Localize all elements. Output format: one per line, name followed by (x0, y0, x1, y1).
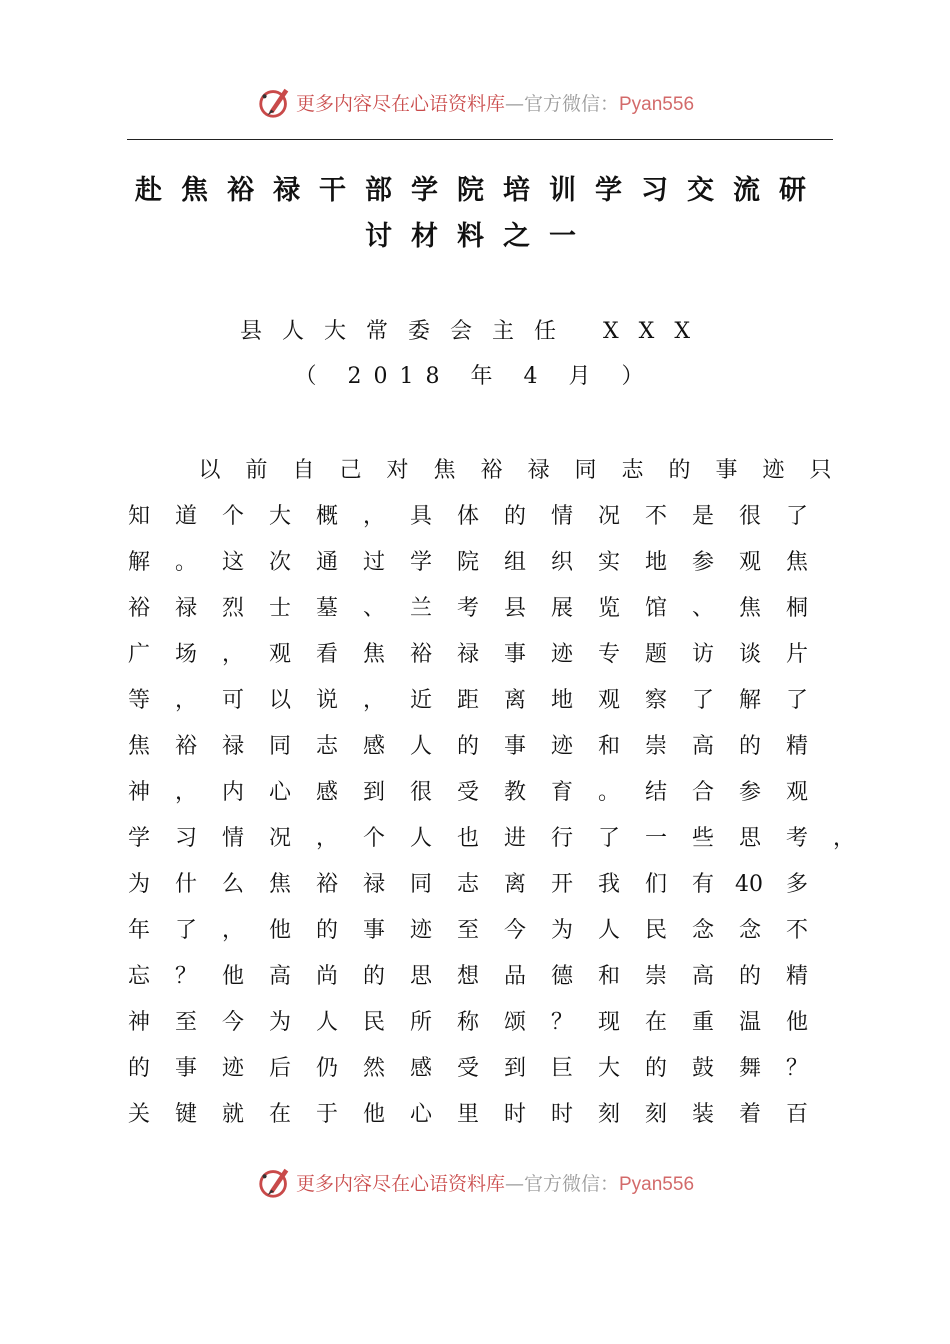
body-char: 访 (691, 642, 714, 667)
body-char: 事 (715, 458, 738, 483)
body-char: 时 (503, 1102, 526, 1127)
body-char: 的 (738, 734, 761, 759)
body-char: ， (832, 826, 855, 851)
body-char: 念 (738, 918, 761, 943)
body-char: 次 (268, 550, 291, 575)
body-char: 里 (456, 1102, 479, 1127)
body-char: 志 (456, 872, 479, 897)
body-char: 称 (456, 1010, 479, 1035)
body-char: 解 (127, 550, 150, 575)
body-char: 很 (409, 780, 432, 805)
body-char: 裕 (127, 596, 150, 621)
title-line-1: 赴焦裕禄干部学院培训学习交流研 (135, 175, 825, 206)
body-char: 行 (550, 826, 573, 851)
body-char: 为 (550, 918, 573, 943)
body-char: 百 (785, 1102, 808, 1127)
body-char: 通 (315, 550, 338, 575)
body-char: 德 (550, 964, 573, 989)
document-author: 县人大常委会主任 XXX (240, 319, 710, 344)
body-char: 专 (597, 642, 620, 667)
body-char: 感 (315, 780, 338, 805)
body-char: 温 (738, 1010, 761, 1035)
body-char: 40 (735, 872, 763, 897)
body-char: 观 (268, 642, 291, 667)
body-line (0, 908, 950, 954)
body-char: 现 (597, 1010, 620, 1035)
body-char: 对 (386, 458, 409, 483)
body-char: 了 (597, 826, 620, 851)
body-char: 可 (221, 688, 244, 713)
watermark-text (296, 89, 694, 116)
body-char: 焦 (268, 872, 291, 897)
body-char: 今 (221, 1010, 244, 1035)
body-char: 迹 (409, 918, 432, 943)
body-char: 高 (691, 734, 714, 759)
body-char: 织 (550, 550, 573, 575)
body-char: 今 (503, 918, 526, 943)
body-char: 是 (691, 504, 714, 529)
body-char: 事 (503, 734, 526, 759)
body-char: 什 (174, 872, 197, 897)
body-char: 他 (362, 1102, 385, 1127)
body-char: 县 (503, 596, 526, 621)
body-char: 况 (597, 504, 620, 529)
body-char: 不 (644, 504, 667, 529)
body-char: 迹 (221, 1056, 244, 1081)
body-char: 志 (621, 458, 644, 483)
body-char: 巨 (550, 1056, 573, 1081)
body-line (0, 540, 950, 586)
body-char: 馆 (644, 596, 667, 621)
body-char: 同 (409, 872, 432, 897)
body-char: 解 (738, 688, 761, 713)
body-char: 和 (597, 964, 620, 989)
body-char: 人 (409, 826, 432, 851)
body-char: 的 (362, 964, 385, 989)
body-char: 至 (174, 1010, 197, 1035)
body-char: 焦 (127, 734, 150, 759)
body-char: 在 (268, 1102, 291, 1127)
body-char: 所 (409, 1010, 432, 1035)
body-char: 高 (691, 964, 714, 989)
body-line (0, 724, 950, 770)
body-char: 距 (456, 688, 479, 713)
body-char: 键 (174, 1102, 197, 1127)
body-char: 情 (221, 826, 244, 851)
body-char: 焦 (433, 458, 456, 483)
body-char: 的 (738, 964, 761, 989)
document-title (127, 168, 833, 260)
body-char: 开 (550, 872, 573, 897)
body-char: 裕 (315, 872, 338, 897)
body-char: 育 (550, 780, 573, 805)
body-char: 大 (597, 1056, 620, 1081)
body-char: 场 (174, 642, 197, 667)
body-line (0, 494, 950, 540)
body-char: 装 (691, 1102, 714, 1127)
body-char: 况 (268, 826, 291, 851)
body-char: 学 (127, 826, 150, 851)
body-char: ， (315, 826, 338, 851)
body-char: 年 (127, 918, 150, 943)
body-char: 教 (503, 780, 526, 805)
body-char: 他 (785, 1010, 808, 1035)
body-char: 学 (409, 550, 432, 575)
body-char: ， (174, 688, 197, 713)
header-divider (127, 139, 833, 140)
body-char: 些 (691, 826, 714, 851)
body-char: 禄 (362, 872, 385, 897)
body-char: 院 (456, 550, 479, 575)
body-char: 到 (362, 780, 385, 805)
body-char: 关 (127, 1102, 150, 1127)
body-char: ， (221, 642, 244, 667)
body-char: 实 (597, 550, 620, 575)
body-char: 到 (503, 1056, 526, 1081)
body-char: 合 (691, 780, 714, 805)
body-char: ， (362, 688, 385, 713)
body-char: 内 (221, 780, 244, 805)
body-char: 禄 (527, 458, 550, 483)
body-char: 离 (503, 688, 526, 713)
body-char: 过 (362, 550, 385, 575)
body-char: 后 (268, 1056, 291, 1081)
body-char: 他 (268, 918, 291, 943)
body-line (0, 1092, 950, 1138)
body-char: 概 (315, 504, 338, 529)
body-char: 刻 (597, 1102, 620, 1127)
body-char: 和 (597, 734, 620, 759)
body-char: 品 (503, 964, 526, 989)
body-char: 事 (362, 918, 385, 943)
title-line-2: 讨材料之一 (365, 221, 595, 252)
body-char: 民 (644, 918, 667, 943)
body-char: 了 (785, 688, 808, 713)
body-char: 神 (127, 1010, 150, 1035)
body-char: 知 (127, 504, 150, 529)
body-char: ， (221, 918, 244, 943)
body-char: 情 (550, 504, 573, 529)
body-char: 裕 (480, 458, 503, 483)
body-char: ？ (550, 1010, 573, 1035)
body-char: 颂 (503, 1010, 526, 1035)
body-char: 感 (362, 734, 385, 759)
body-line (0, 678, 950, 724)
body-char: 人 (315, 1010, 338, 1035)
body-char: 展 (550, 596, 573, 621)
body-char: 尚 (315, 964, 338, 989)
body-char: 察 (644, 688, 667, 713)
header-watermark-banner (0, 82, 950, 122)
body-char: 的 (503, 504, 526, 529)
body-char: 仍 (315, 1056, 338, 1081)
body-char: 谈 (738, 642, 761, 667)
body-char: 的 (644, 1056, 667, 1081)
body-char: 焦 (785, 550, 808, 575)
body-char: 桐 (785, 596, 808, 621)
body-char: 、 (691, 596, 714, 621)
body-char: 精 (785, 964, 808, 989)
body-char: 裕 (174, 734, 197, 759)
body-char: 兰 (409, 596, 432, 621)
body-char: 个 (362, 826, 385, 851)
body-char: 地 (550, 688, 573, 713)
body-char: 以 (268, 688, 291, 713)
body-char: 片 (785, 642, 808, 667)
body-char: 的 (668, 458, 691, 483)
body-char: 看 (315, 642, 338, 667)
body-char: 墓 (315, 596, 338, 621)
body-char: 题 (644, 642, 667, 667)
body-char: ？ (785, 1056, 808, 1081)
body-char: 的 (127, 1056, 150, 1081)
body-char: 。 (597, 780, 620, 805)
body-char: 大 (268, 504, 291, 529)
body-line (0, 632, 950, 678)
body-char: 思 (409, 964, 432, 989)
body-char: 很 (738, 504, 761, 529)
body-char: 具 (409, 504, 432, 529)
body-char: 结 (644, 780, 667, 805)
body-char: 他 (221, 964, 244, 989)
body-char: 事 (174, 1056, 197, 1081)
body-char: 感 (409, 1056, 432, 1081)
watermark-prefix: 更多内容尽在心语资料库 (295, 1172, 505, 1195)
body-char: 了 (174, 918, 197, 943)
body-char: ， (174, 780, 197, 805)
body-char: 至 (456, 918, 479, 943)
body-char: 焦 (738, 596, 761, 621)
body-char: 同 (268, 734, 291, 759)
body-char: 思 (738, 826, 761, 851)
watermark-label: 官方微信： (523, 1172, 619, 1195)
body-char: 们 (644, 872, 667, 897)
body-char: 崇 (644, 734, 667, 759)
body-char: 、 (362, 596, 385, 621)
body-char: 迹 (550, 734, 573, 759)
body-char: 的 (456, 734, 479, 759)
body-char: 受 (456, 1056, 479, 1081)
body-char: 离 (503, 872, 526, 897)
body-char: 迹 (762, 458, 785, 483)
body-char: 考 (785, 826, 808, 851)
body-char: 前 (245, 458, 268, 483)
quill-logo-icon (256, 1163, 294, 1201)
body-char: 民 (362, 1010, 385, 1035)
body-char: 鼓 (691, 1056, 714, 1081)
watermark-prefix: 更多内容尽在心语资料库 (295, 92, 505, 115)
body-char: 为 (127, 872, 150, 897)
body-char: 心 (268, 780, 291, 805)
footer-watermark-banner (0, 1162, 950, 1202)
body-char: 人 (409, 734, 432, 759)
body-char: 想 (456, 964, 479, 989)
body-char: 神 (127, 780, 150, 805)
body-char: 迹 (550, 642, 573, 667)
body-char: 多 (785, 872, 808, 897)
body-char: 着 (738, 1102, 761, 1127)
body-char: 。 (174, 550, 197, 575)
body-char: 有 (691, 872, 714, 897)
body-char: 么 (221, 872, 244, 897)
body-char: 受 (456, 780, 479, 805)
body-line (0, 770, 950, 816)
body-char: 地 (644, 550, 667, 575)
body-char: 广 (127, 642, 150, 667)
body-char: 了 (785, 504, 808, 529)
body-char: 禄 (174, 596, 197, 621)
body-char: 观 (738, 550, 761, 575)
body-char: 为 (268, 1010, 291, 1035)
body-char: 裕 (409, 642, 432, 667)
body-char: 焦 (362, 642, 385, 667)
body-char: 习 (174, 826, 197, 851)
watermark-wechat-id: Pyan556 (619, 1173, 695, 1195)
body-char: 近 (409, 688, 432, 713)
body-char: 就 (221, 1102, 244, 1127)
body-char: 我 (597, 872, 620, 897)
body-char: 禄 (456, 642, 479, 667)
body-char: 这 (221, 550, 244, 575)
body-line (0, 586, 950, 632)
body-char: 说 (315, 688, 338, 713)
body-char: 一 (644, 826, 667, 851)
body-line (0, 1046, 950, 1092)
body-char: 以 (198, 458, 221, 483)
body-char: 只 (809, 458, 832, 483)
body-char: 念 (691, 918, 714, 943)
body-char: 禄 (221, 734, 244, 759)
body-char: 等 (127, 688, 150, 713)
body-line (0, 954, 950, 1000)
body-char: 个 (221, 504, 244, 529)
watermark-label: 官方微信： (523, 92, 619, 115)
body-char: 己 (339, 458, 362, 483)
body-char: 的 (315, 918, 338, 943)
body-char: 于 (315, 1102, 338, 1127)
body-char: 士 (268, 596, 291, 621)
body-line (0, 862, 950, 908)
body-char: 事 (503, 642, 526, 667)
body-char: ， (362, 504, 385, 529)
body-char: 舞 (738, 1056, 761, 1081)
body-char: 高 (268, 964, 291, 989)
body-char: 组 (503, 550, 526, 575)
body-char: 志 (315, 734, 338, 759)
body-char: 自 (292, 458, 315, 483)
body-line (0, 816, 950, 862)
body-line (0, 1000, 950, 1046)
body-char: 精 (785, 734, 808, 759)
body-char: 观 (785, 780, 808, 805)
body-char: 刻 (644, 1102, 667, 1127)
body-char: 也 (456, 826, 479, 851)
body-char: 考 (456, 596, 479, 621)
body-char: 参 (738, 780, 761, 805)
body-char: 人 (597, 918, 620, 943)
body-char: 参 (691, 550, 714, 575)
body-char: 崇 (644, 964, 667, 989)
body-char: 道 (174, 504, 197, 529)
watermark-text (296, 1169, 694, 1196)
body-char: 在 (644, 1010, 667, 1035)
watermark-dash: — (504, 1172, 524, 1195)
watermark-dash: — (504, 92, 524, 115)
body-char: 心 (409, 1102, 432, 1127)
body-char: 重 (691, 1010, 714, 1035)
body-char: 不 (785, 918, 808, 943)
body-char: 进 (503, 826, 526, 851)
body-char: 时 (550, 1102, 573, 1127)
body-char: 同 (574, 458, 597, 483)
quill-logo-icon (256, 83, 294, 121)
body-char: 烈 (221, 596, 244, 621)
watermark-wechat-id: Pyan556 (619, 93, 695, 115)
body-line (0, 448, 950, 494)
body-char: ？ (174, 964, 197, 989)
body-char: 了 (691, 688, 714, 713)
body-char: 观 (597, 688, 620, 713)
body-char: 忘 (127, 964, 150, 989)
document-date: （ 2018 年 4 月 ） (294, 364, 656, 389)
body-char: 体 (456, 504, 479, 529)
body-char: 览 (597, 596, 620, 621)
body-char: 然 (362, 1056, 385, 1081)
